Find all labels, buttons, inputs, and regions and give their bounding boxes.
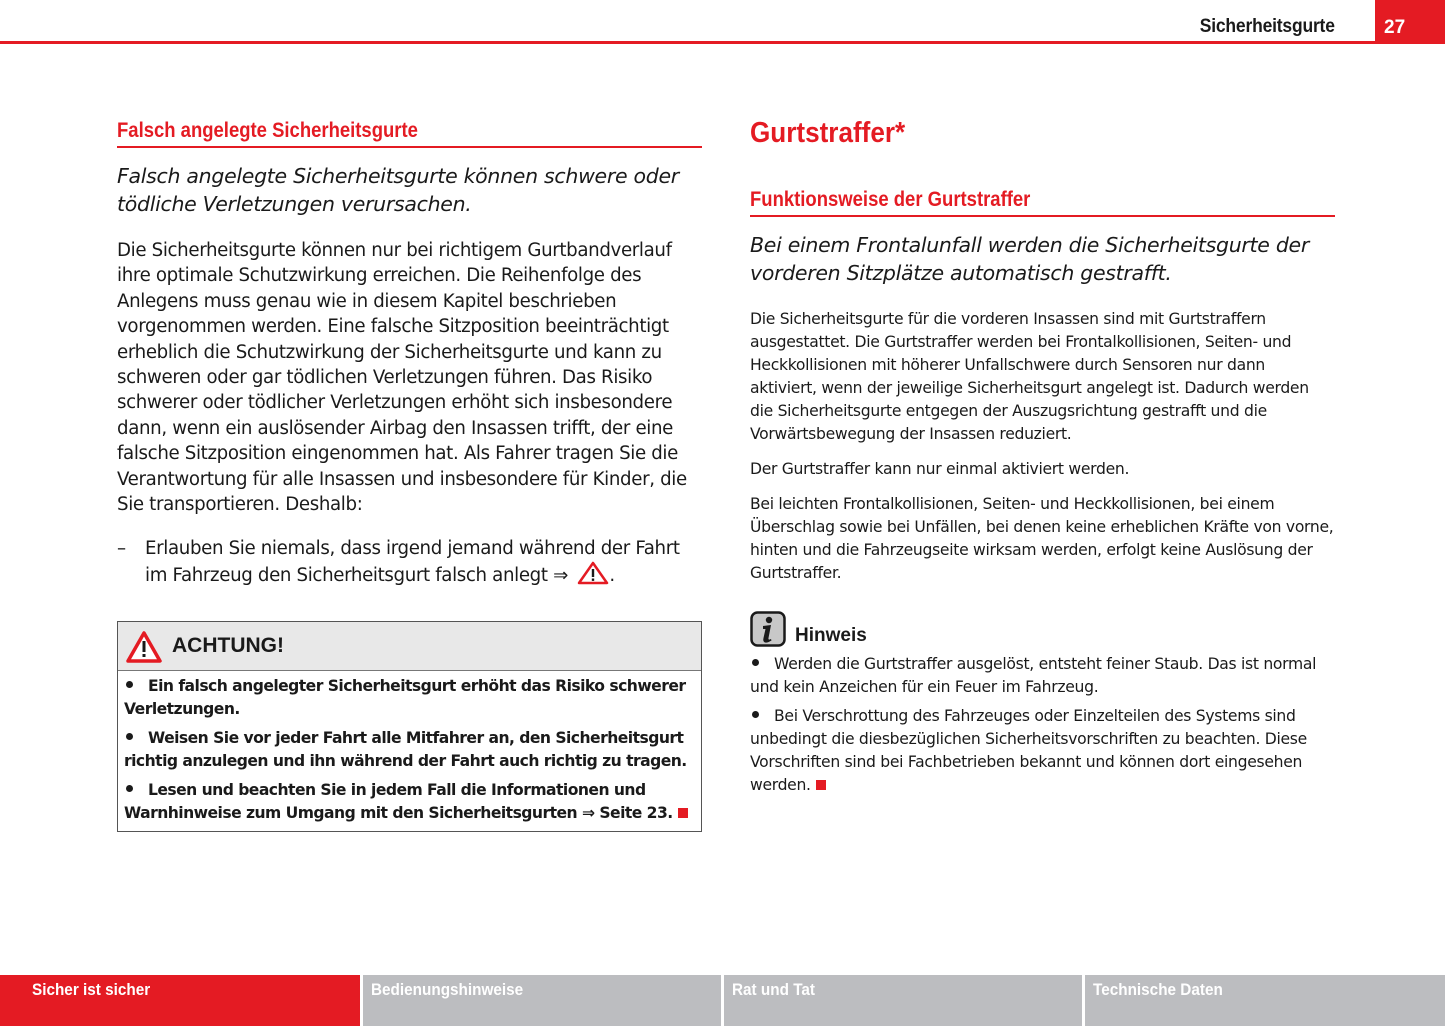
- instruction-item: [117, 536, 702, 589]
- note-item-text: Bei Verschrottung des Fahrzeuges oder Einzelteilen des Systems sind unbedingt die diesbezüglichen Sicherheitsvorschriften zu beachten. Diese Vorschriften sind bei Fachbetrieben bekannt und können dort eingesehen werden.: [750, 707, 1307, 794]
- bullet-icon: [752, 711, 759, 718]
- tab-bedienungshinweise[interactable]: [363, 975, 721, 1026]
- note-item-text: Werden die Gurtstraffer ausgelöst, entsteht feiner Staub. Das ist normal und kein Anzeichen für ein Feuer im Fahrzeug.: [750, 655, 1317, 696]
- note-list: [750, 653, 1335, 803]
- lead-paragraph: Bei einem Frontalunfall werden die Sicherheitsgurte der vorderen Sitzplätze automatisch gestrafft.: [750, 233, 1309, 285]
- section-heading-funktionsweise: [750, 188, 1335, 217]
- note-item: [750, 653, 1335, 699]
- note-item: [750, 705, 1335, 797]
- header-rule: [0, 41, 1445, 44]
- page-number: 27: [1384, 17, 1406, 38]
- body-paragraph-2: Der Gurtstraffer kann nur einmal aktiviert werden.: [750, 460, 1130, 478]
- lead-paragraph: Falsch angelegte Sicherheitsgurte können schwere oder tödliche Verletzungen verursachen.: [117, 164, 679, 216]
- page-number-box: [1375, 0, 1445, 44]
- tab-label: Technische Daten: [1093, 980, 1223, 999]
- warning-item: [124, 779, 695, 825]
- warning-item-text: Weisen Sie vor jeder Fahrt alle Mitfahrer an, den Sicherheitsgurt richtig anzulegen und ihn während der Fahrt auch richtig zu tragen.: [124, 729, 687, 770]
- warning-box-body: [118, 671, 701, 831]
- tab-technische-daten[interactable]: [1085, 975, 1445, 1026]
- note-title: Hinweis: [795, 625, 867, 646]
- body-paragraph-3: Bei leichten Frontalkollisionen, Seiten- und Heckkollisionen, bei einem Überschlag sowie bei Unfällen, bei denen keine erheblichen Kräfte von vorne, hinten und die Fahrzeugseite wirksam werden, erfolgt keine Auslösung der Gurtstraffer.: [750, 495, 1334, 582]
- bullet-icon: [126, 785, 133, 792]
- bullet-icon: [126, 681, 133, 688]
- dash-marker: –: [117, 538, 126, 559]
- section-heading-text: Funktionsweise der Gurtstraffer: [750, 188, 1031, 211]
- warning-triangle-icon: [125, 630, 163, 664]
- bullet-icon: [752, 659, 759, 666]
- chapter-heading: [750, 117, 922, 150]
- tab-label: Sicher ist sicher: [32, 980, 151, 999]
- bullet-icon: [126, 733, 133, 740]
- warning-box: [117, 621, 702, 832]
- tab-label: Rat und Tat: [732, 980, 816, 999]
- tab-label: Bedienungshinweise: [371, 980, 524, 999]
- tab-sicher-ist-sicher[interactable]: [0, 975, 360, 1026]
- warning-item-text[interactable]: Lesen und beachten Sie in jedem Fall die Informationen und Warnhinweise zum Umgang mit den Sicherheitsgurten ⇒ Seite 23.: [124, 781, 673, 822]
- instruction-text: Erlauben Sie niemals, dass irgend jemand während der Fahrt im Fahrzeug den Sicherheitsgurt falsch anlegt ⇒: [145, 538, 680, 587]
- note-header: [750, 611, 950, 651]
- warning-item: [124, 727, 695, 773]
- section-end-marker-icon: [678, 808, 688, 818]
- section-heading-text: Falsch angelegte Sicherheitsgurte: [117, 119, 418, 142]
- tab-rat-und-tat[interactable]: [724, 975, 1082, 1026]
- warning-item: [124, 675, 695, 721]
- running-header-title: Sicherheitsgurte: [1200, 16, 1335, 37]
- info-icon: [750, 611, 786, 647]
- body-paragraph-1: Die Sicherheitsgurte für die vorderen Insassen sind mit Gurtstraffern ausgestattet. Die Gurtstraffer werden bei Frontalkollisionen, Seiten- und Heckkollisionen mit höherer Unfallschwere durch Sensoren nur dann aktiviert, wenn der jeweilige Sicherheitsgurt angelegt ist. Dadurch werden die Sicherheitsgurte entgegen der Auszugsrichtung gestrafft und die Vorwärtsbewegung der Insassen reduziert.: [750, 310, 1309, 443]
- warning-box-title: ACHTUNG!: [172, 634, 284, 657]
- section-heading-falsch-angelegt: [117, 119, 702, 148]
- chapter-tabs: [0, 975, 1445, 1026]
- warning-item-text: Ein falsch angelegter Sicherheitsgurt erhöht das Risiko schwerer Verletzungen.: [124, 677, 686, 718]
- chapter-heading-text: Gurtstraffer*: [750, 117, 906, 149]
- warning-triangle-icon[interactable]: [577, 561, 609, 585]
- section-end-marker-icon: [816, 780, 826, 790]
- warning-box-header: [118, 622, 701, 671]
- body-paragraph: Die Sicherheitsgurte können nur bei richtigem Gurtbandverlauf ihre optimale Schutzwirkung erreichen. Die Reihenfolge des Anlegens muss genau wie in diesem Kapitel beschrieben vorgenommen werden. Eine falsche Sitzposition beeinträchtigt erheblich die Schutzwirkung der Sicherheitsgurte und kann zu schweren oder gar tödlichen Verletzungen führen. Das Risiko schwerer oder tödlicher Verletzungen erhöht sich insbesondere dann, wenn ein auslösender Airbag den Insassen trifft, der eine falsche Sitzposition eingenommen hat. Als Fahrer tragen Sie die Verantwortung für alle Insassen und insbesondere für Kinder, die Sie transportieren. Deshalb:: [117, 240, 687, 516]
- instruction-suffix: .: [609, 565, 615, 587]
